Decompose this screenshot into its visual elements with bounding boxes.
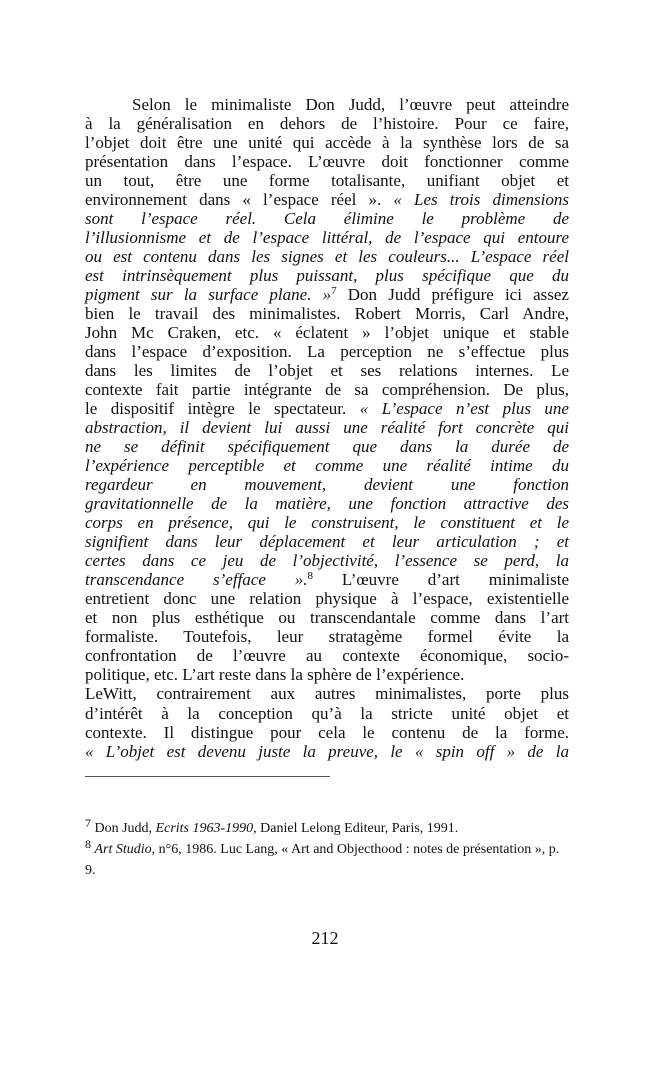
text-line <box>85 475 569 494</box>
text-line <box>85 361 569 380</box>
text-line <box>85 342 569 361</box>
quote-text: corps en présence, qui le construisent, le constituent et le <box>85 513 569 533</box>
text-line <box>85 627 569 646</box>
quote-text: sont l’espace réel. Cela élimine le problème de <box>85 209 569 229</box>
text-line <box>85 551 569 570</box>
text-line <box>85 418 569 437</box>
text-line <box>85 114 569 133</box>
text-span: contexte. Il distingue pour cela le contenu de la forme. <box>85 722 569 742</box>
quote-text: ou est contenu dans les signes et les couleurs... L’espace réel <box>85 247 569 267</box>
quote-text: transcendance s’efface ». <box>85 570 308 590</box>
text-line <box>85 190 569 209</box>
text-line <box>85 171 569 190</box>
quote-text: « L’espace n’est plus une <box>359 399 569 419</box>
text-line <box>85 209 569 228</box>
quote-text: certes dans ce jeu de l’objectivité, l’essence se perd, la <box>85 551 569 571</box>
text-line <box>85 684 569 703</box>
text-line <box>85 513 569 532</box>
quote-text: gravitationnelle de la matière, une fonction attractive des <box>85 494 569 514</box>
footnote-reference: 8 <box>85 837 91 851</box>
body-text <box>85 95 569 761</box>
quote-text: abstraction, il devient lui aussi une réalité fort concrète qui <box>85 418 569 438</box>
quote-text: l’expérience perceptible et comme une réalité intime du <box>85 456 569 476</box>
quote-text: pigment sur la surface plane. » <box>85 285 332 305</box>
quote-text: signifient dans leur déplacement et leur articulation ; et <box>85 532 569 552</box>
text-span: entretient donc une relation physique à l’espace, existentielle <box>85 589 569 609</box>
footnote <box>85 818 569 839</box>
footnote-reference: 7 <box>331 285 337 298</box>
text-line <box>85 228 569 247</box>
text-line <box>85 304 569 323</box>
quote-text: « L’objet est devenu juste la preuve, le « spin off » de la <box>85 741 569 761</box>
text-line <box>85 532 569 551</box>
text-line <box>85 437 569 456</box>
text-span: Don Judd préfigure ici assez <box>336 285 569 305</box>
text-line <box>85 380 569 399</box>
quote-text: Ecrits 1963-1990 <box>155 821 254 836</box>
text-span: d’intérêt à la conception qu’à la stricte unité objet et <box>85 703 569 723</box>
text-line <box>85 285 569 304</box>
text-span: présentation dans l’espace. L’œuvre doit fonctionner comme <box>85 152 569 172</box>
text-span: politique, etc. L’art reste dans la sphère de l’expérience. <box>85 665 465 685</box>
text-span: bien le travail des minimalistes. Robert Morris, Carl Andre, <box>85 304 569 324</box>
footnote-reference: 7 <box>85 816 91 830</box>
text-line <box>85 723 569 742</box>
footnote-reference: 8 <box>307 570 314 583</box>
text-line <box>85 494 569 513</box>
text-span: le dispositif intègre le spectateur. <box>85 399 360 419</box>
text-line <box>85 323 569 342</box>
text-span: confrontation de l’œuvre au contexte économique, socio- <box>85 646 569 666</box>
text-line <box>85 570 569 589</box>
footnote-separator <box>85 776 330 777</box>
text-span: John Mc Craken, etc. « éclatent » l’objet unique et stable <box>85 323 569 343</box>
quote-text: « Les trois dimensions <box>393 190 569 210</box>
text-line <box>85 266 569 285</box>
text-line <box>85 152 569 171</box>
text-line <box>85 95 569 114</box>
text-span: environnement dans « l’espace réel ». <box>85 190 394 210</box>
text-span: Selon le minimaliste Don Judd, l’œuvre peut atteindre <box>132 95 569 114</box>
text-line <box>85 608 569 627</box>
footnotes <box>85 818 569 881</box>
text-span: contexte fait partie intégrante de sa compréhension. De plus, <box>85 380 569 400</box>
text-line <box>85 456 569 475</box>
quote-text: l’illusionnisme et de l’espace littéral, de l’espace qui entoure <box>85 228 569 248</box>
text-span: dans les limites de l’objet et ses relations internes. Le <box>85 361 569 381</box>
text-span: LeWitt, contrairement aux autres minimalistes, porte plus <box>85 684 569 704</box>
text-span: dans l’espace d’exposition. La perception ne s’effectue plus <box>85 342 569 362</box>
text-span: L’œuvre d’art minimaliste <box>313 570 569 590</box>
text-line <box>85 742 569 761</box>
text-line <box>85 589 569 608</box>
text-span: à la généralisation en dehors de l’histoire. Pour ce faire, <box>85 114 569 134</box>
text-line <box>85 704 569 723</box>
text-line <box>85 133 569 152</box>
quote-text: est intrinsèquement plus puissant, plus spécifique que du <box>85 266 569 286</box>
text-line <box>85 665 569 684</box>
text-span: l’objet doit être une unité qui accède à la synthèse lors de sa <box>85 133 569 153</box>
text-span: et non plus esthétique ou transcendantale comme dans l’art <box>85 608 569 628</box>
page-number: 212 <box>311 928 339 948</box>
text-line <box>85 646 569 665</box>
text-span: , n°6, 1986. Luc Lang, « Art and Objecthood : notes de présentation », p. 9. <box>85 842 560 878</box>
text-line <box>85 247 569 266</box>
quote-text: regardeur en mouvement, devient une fonction <box>85 475 569 495</box>
quote-text: ne se définit spécifiquement que dans la durée de <box>85 437 569 457</box>
text-span: Don Judd, <box>91 821 156 836</box>
quote-text: Art Studio <box>94 842 152 857</box>
text-line <box>85 399 569 418</box>
text-span: formaliste. Toutefois, leur stratagème formel évite la <box>85 627 569 647</box>
footnote <box>85 839 569 881</box>
text-span: un tout, être une forme totalisante, unifiant objet et <box>85 171 569 191</box>
text-span: , Daniel Lelong Editeur, Paris, 1991. <box>253 821 459 836</box>
